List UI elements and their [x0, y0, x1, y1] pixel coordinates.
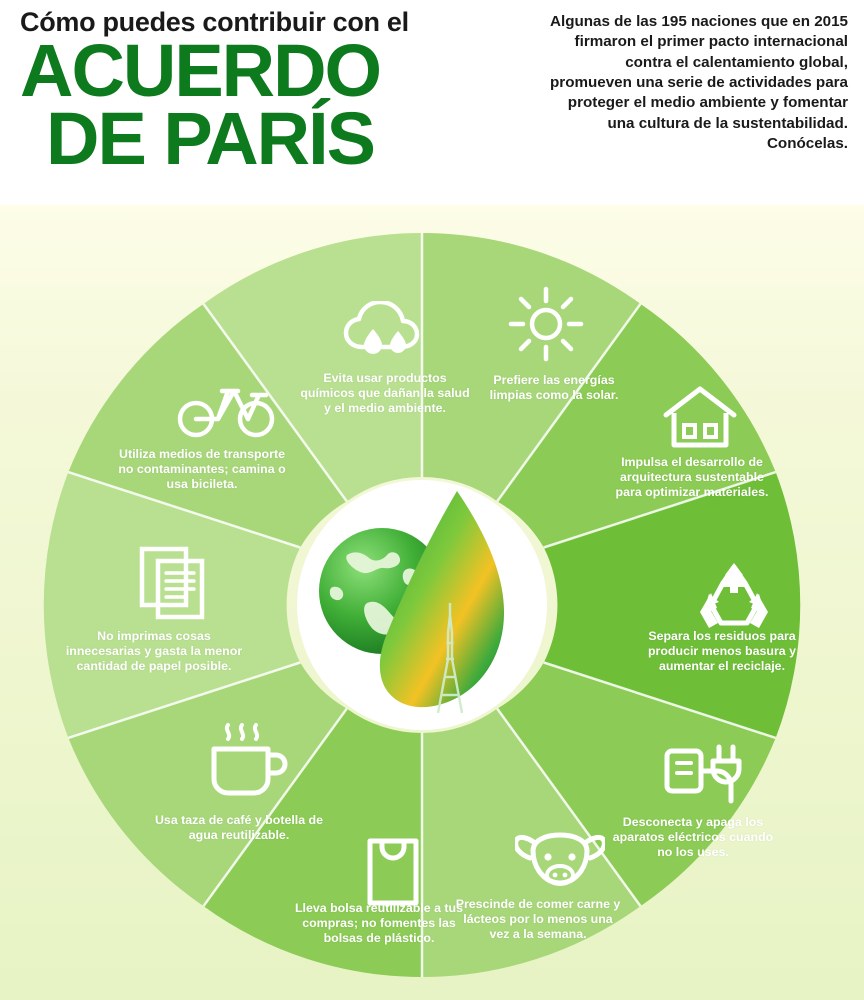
- segment-label-transport: Utiliza medios de transporte no contaminantes; camina o usa bicileta.: [118, 447, 286, 491]
- segment-label-recycle: Separa los residuos para producir menos basura y aumentar el reciclaje.: [647, 629, 797, 673]
- header: [0, 0, 864, 215]
- header-intro-text: Algunas de las 195 naciones que en 2015 firmaron el primer pacto internacional contra el calentamiento global, promueven una serie de actividades para proteger el medio ambiente y fomentar una cultura de la sustentabilidad. Conócelas.: [550, 13, 848, 153]
- segment-label-architecture: Impulsa el desarrollo de arquitectura sustentable para optimizar materiales.: [615, 455, 769, 499]
- header-title-block: [20, 7, 550, 181]
- contribution-wheel: [42, 225, 802, 985]
- segment-label-bag: Lleva bolsa reutilizable a tus compras; no fomentes las bolsas de plástico.: [294, 901, 464, 945]
- header-title-line2: DE PARÍS: [46, 97, 375, 181]
- segment-label-unplug: Desconecta y apaga los aparatos eléctricos cuando no los uses.: [612, 815, 774, 859]
- header-title-line1: ACUERDO: [20, 29, 381, 113]
- segment-label-meat: Prescinde de comer carne y lácteos por lo menos una vez a la semana.: [455, 897, 621, 941]
- segment-label-chemicals: Evita usar productos químicos que dañan la salud y el medio ambiente.: [300, 371, 470, 415]
- segment-label-paper: No imprimas cosas innecesarias y gasta la menor cantidad de papel posible.: [65, 629, 243, 673]
- header-kicker: Cómo puedes contribuir con el: [20, 7, 409, 37]
- segment-label-mug: Usa taza de café y botella de agua reutilizable.: [154, 813, 324, 842]
- segment-label-solar: Prefiere las energías limpias como la solar.: [489, 373, 619, 402]
- infographic-canvas: [0, 205, 864, 1000]
- center-disc: [297, 480, 547, 730]
